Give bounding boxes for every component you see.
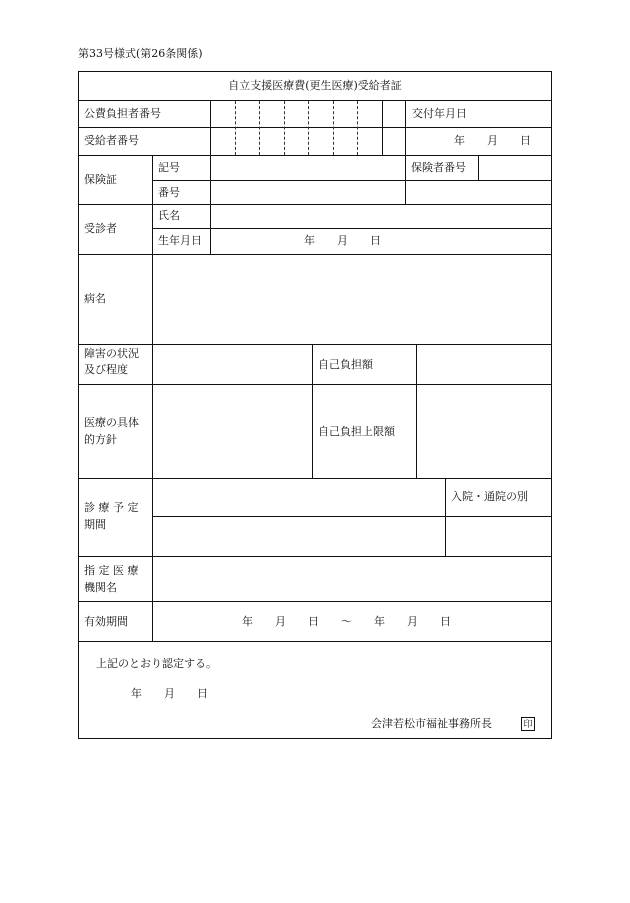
- recipient-no-label: 受給者番号: [84, 134, 139, 147]
- inout-label: 入院・通院の別: [451, 490, 528, 503]
- copay-limit-label: 自己負担上限額: [318, 425, 395, 438]
- symbol-label: 記号: [158, 161, 180, 174]
- institution-label-1: 指 定 医 療: [84, 564, 139, 577]
- public-payer-no-label: 公費負担者番号: [84, 107, 161, 120]
- treatment-label-1: 医療の具体: [84, 416, 139, 429]
- number-label: 番号: [158, 186, 180, 199]
- certify-text: 上記のとおり認定する。: [96, 657, 217, 670]
- insurer-no-field[interactable]: [479, 156, 551, 180]
- certify-date: 年 月 日: [131, 687, 208, 700]
- treatment-label-2: 的方針: [84, 433, 117, 446]
- insurance-card-label: 保険証: [84, 173, 117, 186]
- schedule-field-2[interactable]: [153, 517, 445, 556]
- disability-label-1: 障害の状況: [84, 347, 139, 360]
- symbol-field[interactable]: [211, 156, 405, 180]
- copay-field[interactable]: [417, 345, 551, 384]
- treatment-field[interactable]: [153, 385, 312, 478]
- public-payer-no-field[interactable]: [211, 101, 382, 127]
- validity-label: 有効期間: [84, 615, 128, 628]
- recipient-no-field[interactable]: [211, 128, 382, 155]
- certificate-title: 自立支援医療費(更生医療)受給者証: [228, 79, 402, 92]
- institution-label-2: 機関名: [84, 581, 117, 594]
- issue-date-value: 年 月 日: [454, 134, 531, 147]
- disability-field[interactable]: [153, 345, 312, 384]
- name-field[interactable]: [211, 205, 551, 228]
- validity-range: 年 月 日 ～ 年 月 日: [242, 615, 451, 628]
- disease-label: 病名: [84, 292, 106, 305]
- copay-limit-field[interactable]: [417, 385, 551, 478]
- birth-date-value: 年 月 日: [304, 234, 381, 247]
- insurer-no-label: 保険者番号: [411, 161, 466, 174]
- institution-field[interactable]: [153, 557, 551, 601]
- issuer-name: 会津若松市福祉事務所長: [371, 717, 492, 730]
- schedule-label-1: 診 療 予 定: [84, 501, 139, 514]
- number-field[interactable]: [211, 181, 405, 204]
- patient-label: 受診者: [84, 222, 117, 235]
- issue-date-label: 交付年月日: [412, 107, 467, 120]
- seal-stamp: 印: [521, 717, 535, 731]
- schedule-field-1[interactable]: [153, 479, 445, 516]
- inout-field[interactable]: [446, 517, 551, 556]
- name-label: 氏名: [158, 209, 180, 222]
- disability-label-2: 及び程度: [84, 363, 128, 376]
- copay-label: 自己負担額: [318, 358, 373, 371]
- birth-date-label: 生年月日: [158, 234, 202, 247]
- form-number: 第33号様式(第26条関係): [78, 47, 203, 60]
- schedule-label-2: 期間: [84, 518, 106, 531]
- disease-field[interactable]: [153, 255, 551, 344]
